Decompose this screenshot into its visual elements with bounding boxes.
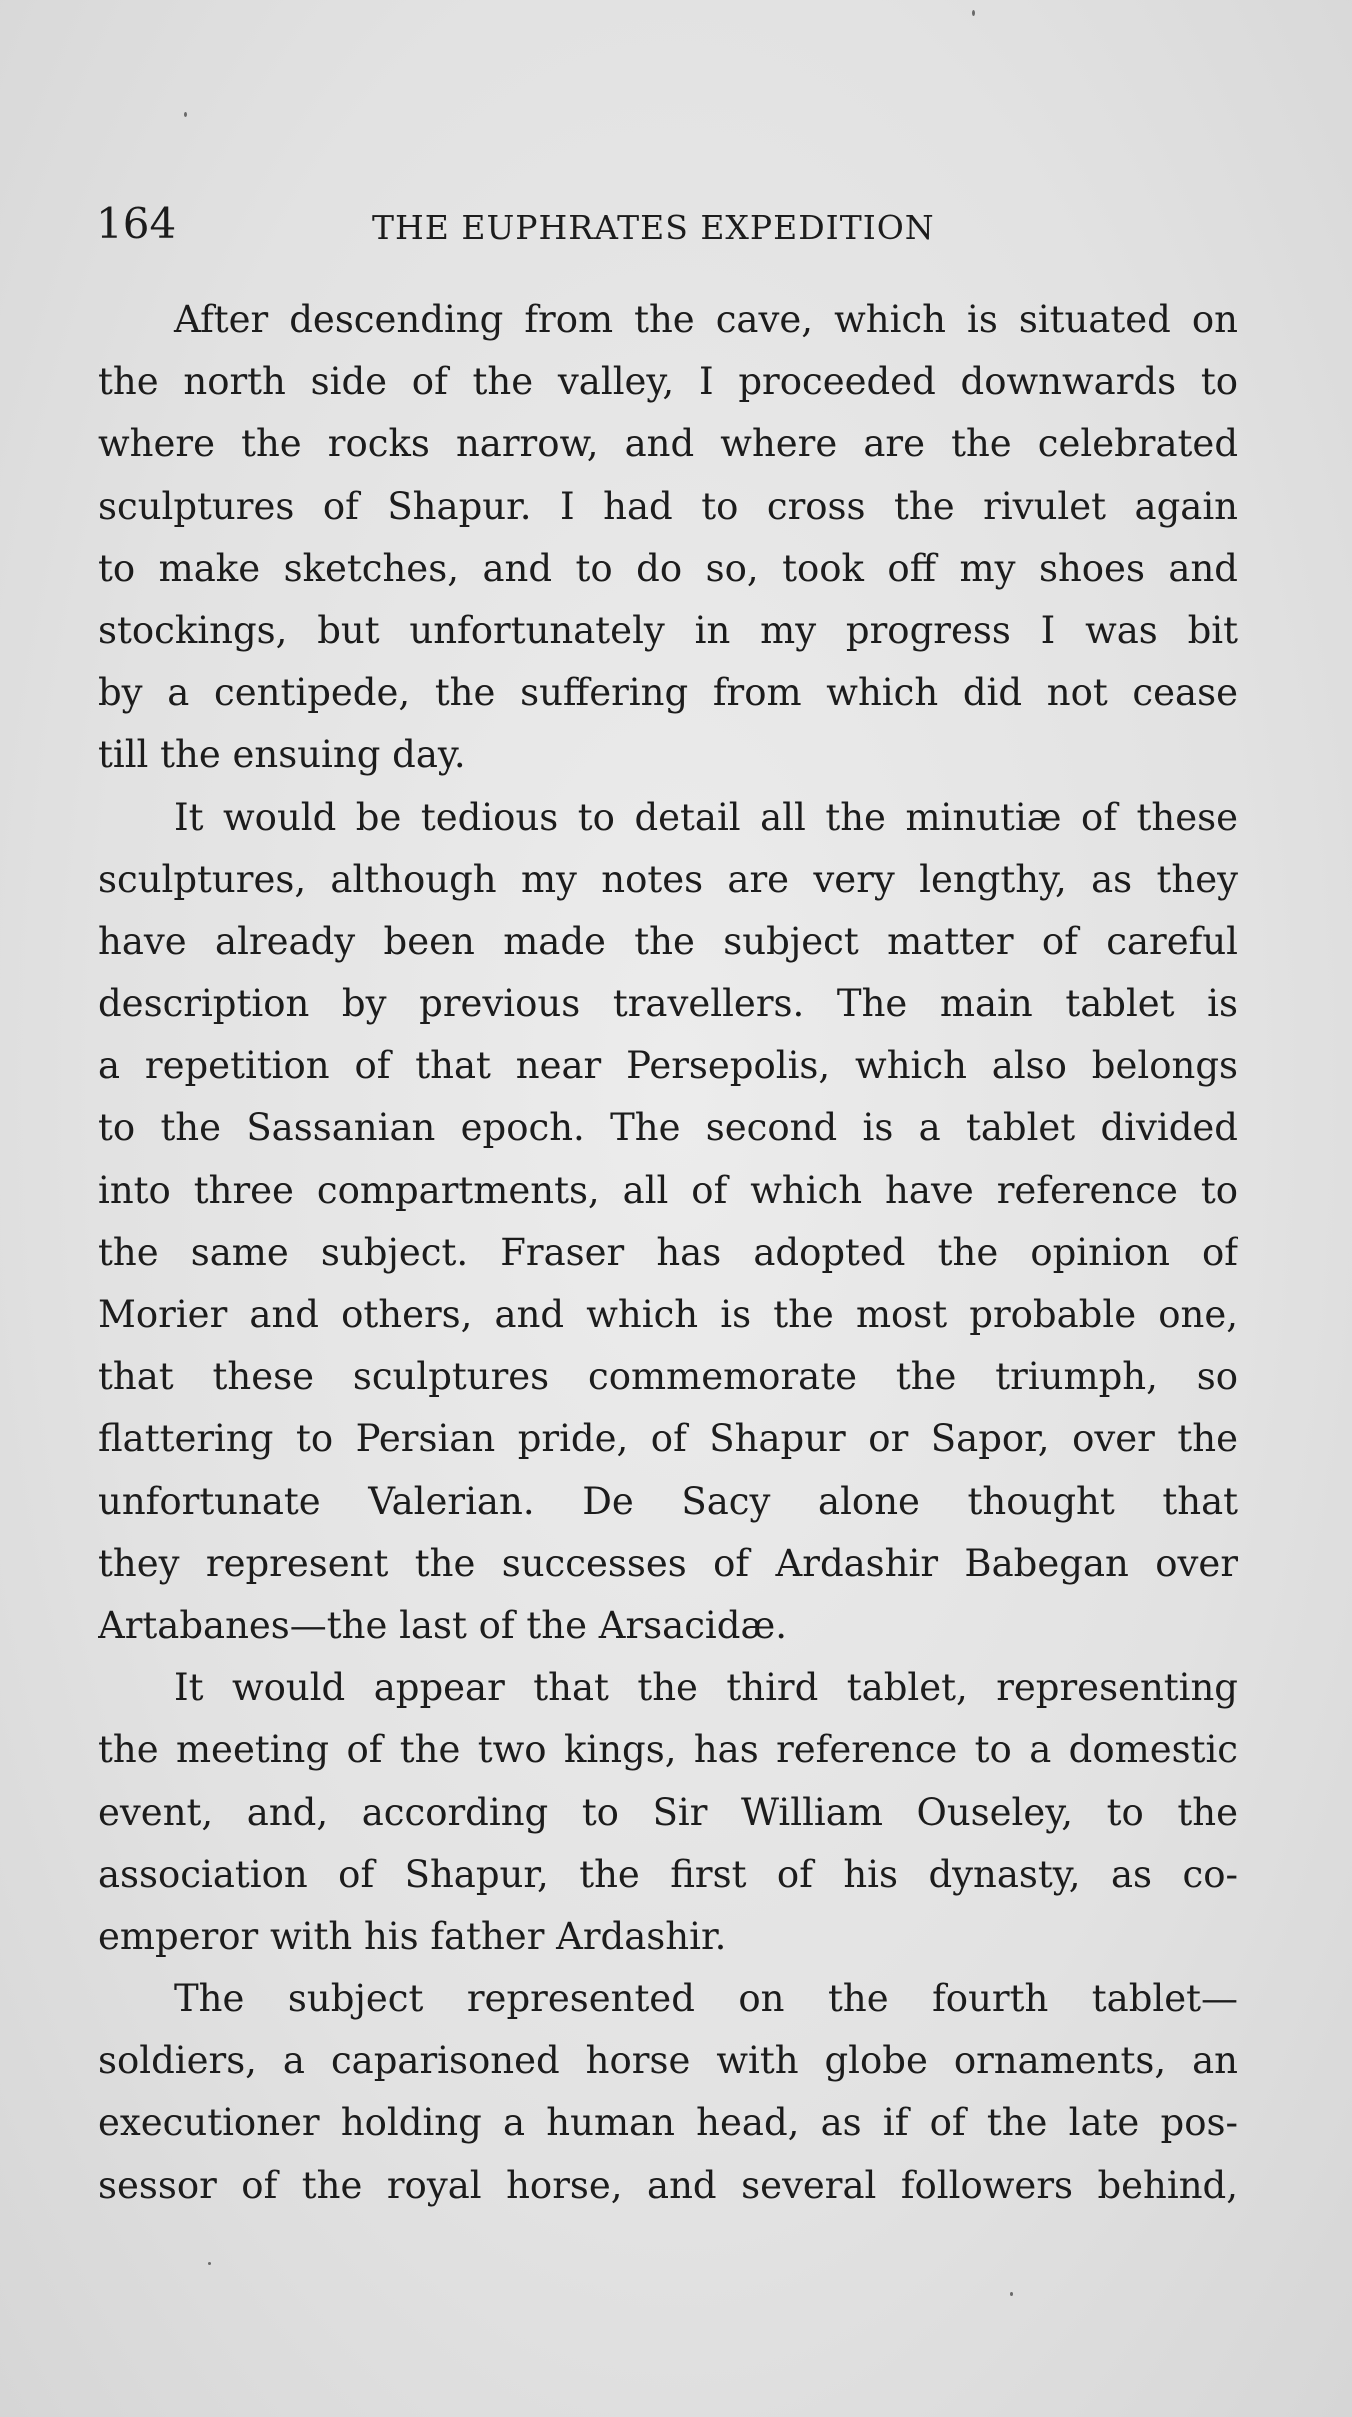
running-title: THE EUPHRATES EXPEDITION (372, 208, 935, 247)
paragraph-2-line: unfortunate Valerian. De Sacy alone thought that (98, 1479, 1238, 1523)
paragraph-2-line: have already been made the subject matter of careful (98, 919, 1238, 963)
paragraph-1-line: by a centipede, the suffering from which did not cease (98, 671, 1238, 715)
paragraph-1-line: till the ensuing day. (98, 733, 466, 777)
running-head (96, 198, 1236, 258)
paragraph-3-line: the meeting of the two kings, has reference to a domestic (98, 1728, 1238, 1772)
paragraph-1-line: sculptures of Shapur. I had to cross the rivulet again (98, 484, 1238, 528)
paragraph-2-line: It would be tedious to detail all the minutiæ of these (174, 795, 1238, 839)
paragraph-1-line: where the rocks narrow, and where are the celebrated (98, 422, 1238, 466)
paragraph-4-line: The subject represented on the fourth tablet— (174, 1977, 1238, 2021)
paragraph-3-line: emperor with his father Ardashir. (98, 1914, 727, 1958)
paragraph-2-line: into three compartments, all of which have reference to (98, 1168, 1238, 1212)
paragraph-1-line: the north side of the valley, I proceeded downwards to (98, 360, 1238, 404)
body-text (98, 289, 1238, 2217)
paragraph-2-line: Artabanes—the last of the Arsacidæ. (98, 1603, 787, 1647)
paragraph-2-line: they represent the successes of Ardashir Babegan over (98, 1541, 1238, 1585)
paragraph-2-line: to the Sassanian epoch. The second is a tablet divided (98, 1106, 1238, 1150)
paragraph-2-line: flattering to Persian pride, of Shapur or Sapor, over the (98, 1417, 1238, 1461)
paragraph-3-line: association of Shapur, the first of his dynasty, as co- (98, 1852, 1238, 1896)
paragraph-3-line: It would appear that the third tablet, representing (174, 1666, 1238, 1710)
paper-speck (208, 2262, 211, 2265)
page-number: 164 (96, 199, 177, 248)
paragraph-1-line: After descending from the cave, which is situated on (174, 298, 1238, 341)
paragraph-4-line: sessor of the royal horse, and several followers behind, (98, 2163, 1238, 2207)
paragraph-1-line: to make sketches, and to do so, took off my shoes and (98, 546, 1238, 590)
paragraph-2-line: that these sculptures commemorate the triumph, so (98, 1355, 1238, 1399)
paragraph-2-line: the same subject. Fraser has adopted the opinion of (98, 1230, 1238, 1274)
paragraph-1-line: stockings, but unfortunately in my progress I was bit (98, 608, 1238, 652)
paragraph-2-line: a repetition of that near Persepolis, which also belongs (98, 1044, 1238, 1088)
paragraph-2-line: Morier and others, and which is the most probable one, (98, 1293, 1238, 1336)
paper-speck (1010, 2292, 1013, 2296)
paragraph-4-line: executioner holding a human head, as if of the late pos- (98, 2101, 1238, 2145)
paper-speck (184, 112, 187, 117)
paragraph-2-line: description by previous travellers. The main tablet is (98, 982, 1238, 1026)
paper-speck (972, 10, 975, 16)
paragraph-4-line: soldiers, a caparisoned horse with globe ornaments, an (98, 2039, 1238, 2083)
paragraph-3-line: event, and, according to Sir William Ouseley, to the (98, 1790, 1238, 1834)
paragraph-2-line: sculptures, although my notes are very lengthy, as they (98, 857, 1238, 901)
